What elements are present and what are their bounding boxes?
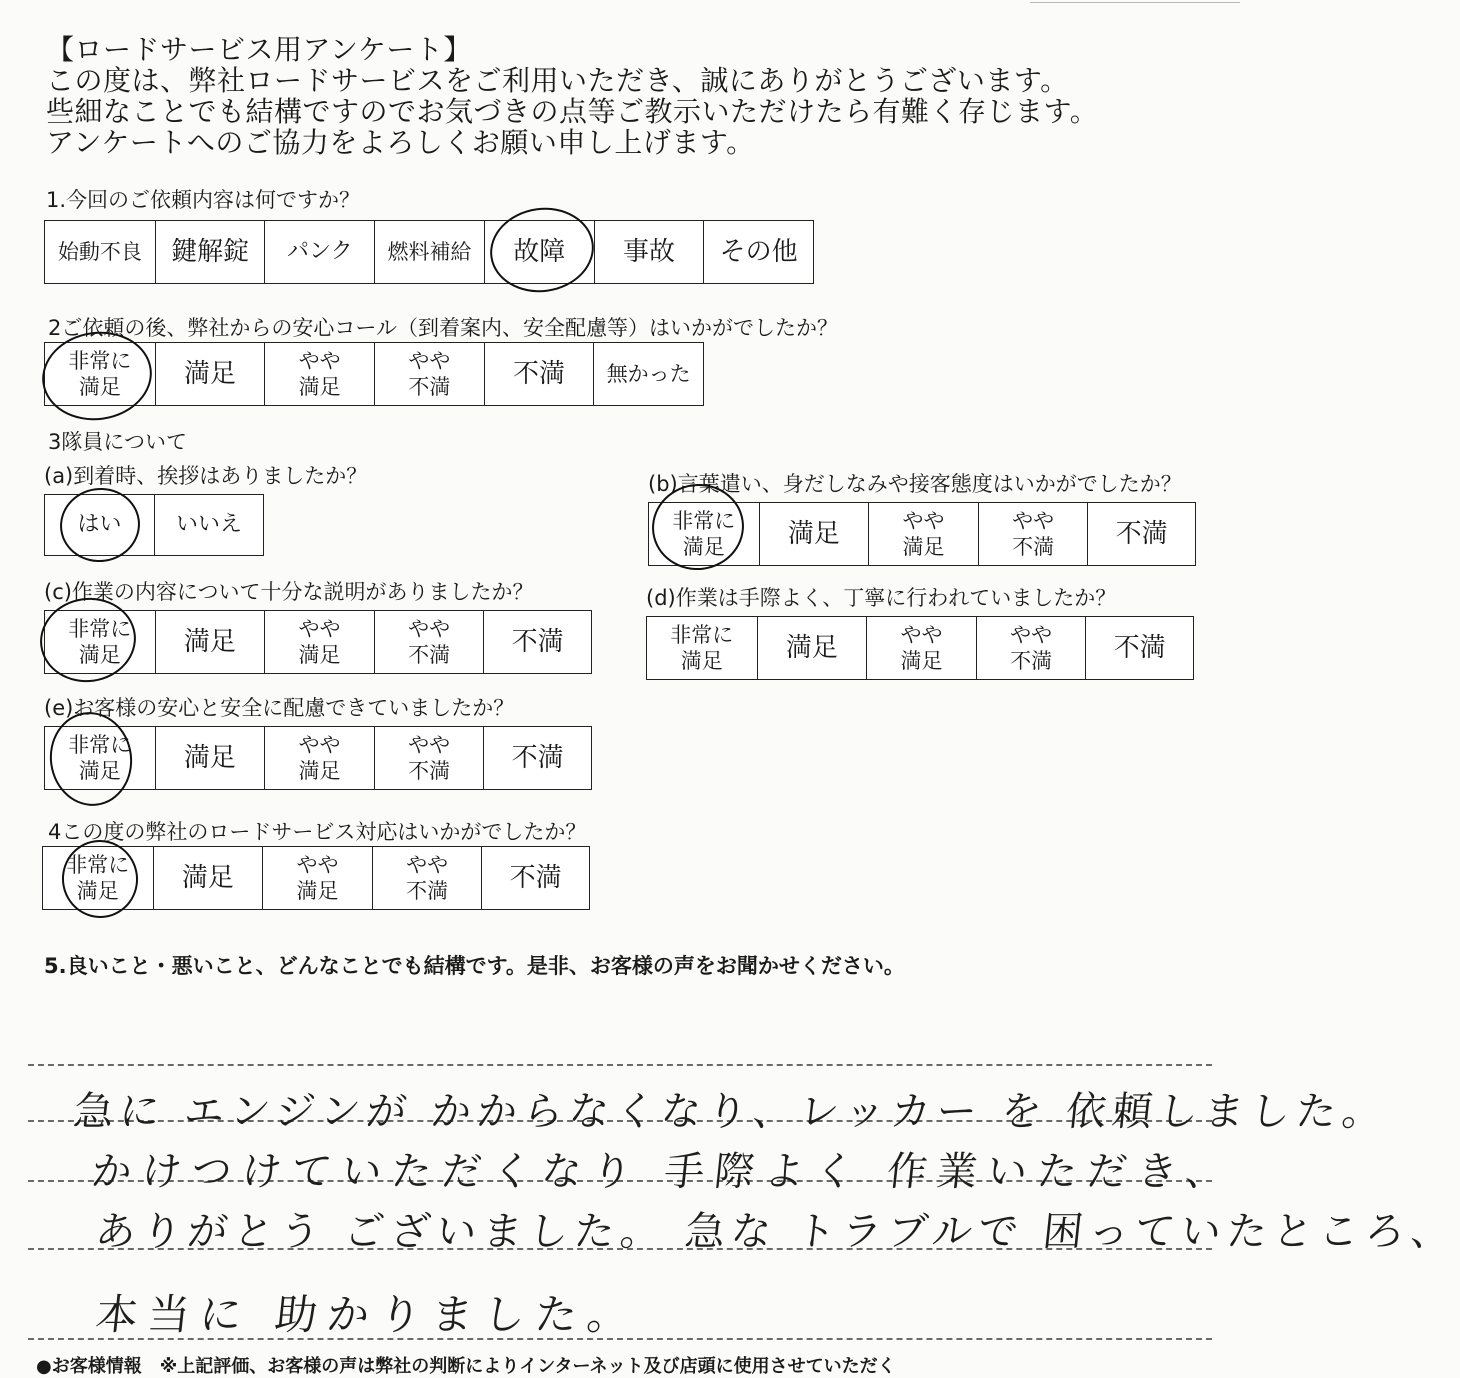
q1-option-7[interactable]: その他 xyxy=(703,221,813,283)
q3c-options xyxy=(44,610,592,674)
survey-header xyxy=(46,34,1098,158)
q4-option-5[interactable]: 不満 xyxy=(481,847,589,909)
survey-title: 【ロードサービス用アンケート】 xyxy=(46,33,472,66)
q3c-label: (c)作業の内容について十分な説明がありましたか？ xyxy=(44,580,534,604)
q3a-option-1[interactable]: はい xyxy=(77,512,122,537)
q3b-option-3[interactable]: やや 満足 xyxy=(868,503,978,565)
q3e-option-3[interactable]: やや 満足 xyxy=(264,727,374,789)
intro-line-3: アンケートへのご協力をよろしくお願い申し上げます。 xyxy=(46,126,755,159)
q1-option-2[interactable]: 鍵解錠 xyxy=(155,221,265,283)
q3d-option-1[interactable]: 非常に 満足 xyxy=(670,623,734,673)
q3e-option-2[interactable]: 満足 xyxy=(155,727,265,789)
q3b-option-1[interactable]: 非常に 満足 xyxy=(672,509,736,559)
q3d-option-3[interactable]: やや 満足 xyxy=(866,617,976,679)
q3d-option-2[interactable]: 満足 xyxy=(757,617,867,679)
q3-label: 3隊員について xyxy=(48,430,187,454)
q2-option-4[interactable]: やや 不満 xyxy=(374,343,484,405)
q2-option-1[interactable]: 非常に 満足 xyxy=(68,349,132,399)
q3c-option-4[interactable]: やや 不満 xyxy=(374,611,484,673)
q3e-option-4[interactable]: やや 不満 xyxy=(374,727,484,789)
q4-option-1[interactable]: 非常に 満足 xyxy=(66,853,130,903)
q3c-option-1[interactable]: 非常に 満足 xyxy=(68,617,132,667)
handwritten-answer-1: 急に エンジンが かからなくなり、レッカー を 依頼しました。 xyxy=(71,1089,1391,1135)
q5-label: 5.良いこと・悪いこと、どんなことでも結構です。是非、お客様の声をお聞かせください。 xyxy=(44,954,905,978)
q2-option-3[interactable]: やや 満足 xyxy=(264,343,374,405)
handwritten-answer-4: 本当に 助かりました。 xyxy=(93,1290,642,1339)
q3d-option-4[interactable]: やや 不満 xyxy=(976,617,1086,679)
q1-option-5[interactable]: 故障 xyxy=(484,221,594,283)
q3e-options xyxy=(44,726,592,790)
q1-options xyxy=(44,220,814,284)
q3d-label: (d)作業は手際よく、丁寧に行われていましたか？ xyxy=(646,586,1117,610)
q1-option-4[interactable]: 燃料補給 xyxy=(374,221,484,283)
q3c-option-3[interactable]: やや 満足 xyxy=(264,611,374,673)
q3b-option-5[interactable]: 不満 xyxy=(1087,503,1195,565)
q4-option-4[interactable]: やや 不満 xyxy=(372,847,482,909)
q3e-option-1[interactable]: 非常に 満足 xyxy=(68,733,132,783)
handwritten-answer-2: かけつけていただくなり 手際よく 作業いただき、 xyxy=(89,1149,1238,1195)
q3b-option-4[interactable]: やや 不満 xyxy=(978,503,1088,565)
q3d-options xyxy=(646,616,1194,680)
q1-option-1[interactable]: 始動不良 xyxy=(57,240,142,264)
q3e-label: (e)お客様の安心と安全に配慮できていましたか？ xyxy=(44,696,515,720)
q2-options xyxy=(44,342,704,406)
q4-option-3[interactable]: やや 満足 xyxy=(262,847,372,909)
intro-line-2: 些細なことでも結構ですのでお気づきの点等ご教示いただけたら有難く存じます。 xyxy=(46,95,1099,128)
q3a-options xyxy=(44,494,264,556)
intro-line-1: この度は、弊社ロードサービスをご利用いただき、誠にありがとうございます。 xyxy=(46,64,1069,97)
q3d-option-5[interactable]: 不満 xyxy=(1085,617,1193,679)
q2-label: 2ご依頼の後、弊社からの安心コール（到着案内、安全配慮等）はいかがでしたか？ xyxy=(48,316,838,340)
q2-option-5[interactable]: 不満 xyxy=(484,343,594,405)
q2-option-6[interactable]: 無かった xyxy=(593,343,703,405)
q1-option-3[interactable]: パンク xyxy=(264,221,374,283)
q3a-label: (a)到着時、挨拶はありましたか？ xyxy=(44,464,368,488)
q3b-options xyxy=(648,502,1196,566)
q2-option-2[interactable]: 満足 xyxy=(155,343,265,405)
q4-options xyxy=(42,846,590,910)
q1-option-6[interactable]: 事故 xyxy=(594,221,704,283)
q3c-option-5[interactable]: 不満 xyxy=(483,611,591,673)
top-edge-line xyxy=(1030,2,1240,3)
q3e-option-5[interactable]: 不満 xyxy=(483,727,591,789)
q3b-label: (b)言葉遣い、身だしなみや接客態度はいかがでしたか？ xyxy=(648,472,1182,496)
answer-line-1 xyxy=(28,1064,1212,1066)
q4-label: 4この度の弊社のロードサービス対応はいかがでしたか？ xyxy=(48,820,587,844)
q4-option-2[interactable]: 満足 xyxy=(153,847,263,909)
q3c-option-2[interactable]: 満足 xyxy=(155,611,265,673)
q3b-option-2[interactable]: 満足 xyxy=(759,503,869,565)
q1-label: 1.今回のご依頼内容は何ですか？ xyxy=(46,188,361,212)
handwritten-answer-3: ありがとう ございました。 急な トラブルで 困っていたところ、 xyxy=(93,1209,1460,1255)
customer-info-footer: ●お客様情報 ※上記評価、お客様の声は弊社の判断によりインターネット及び店頭に使用させていただく xyxy=(36,1356,896,1377)
q3a-option-2[interactable]: いいえ xyxy=(154,495,263,555)
